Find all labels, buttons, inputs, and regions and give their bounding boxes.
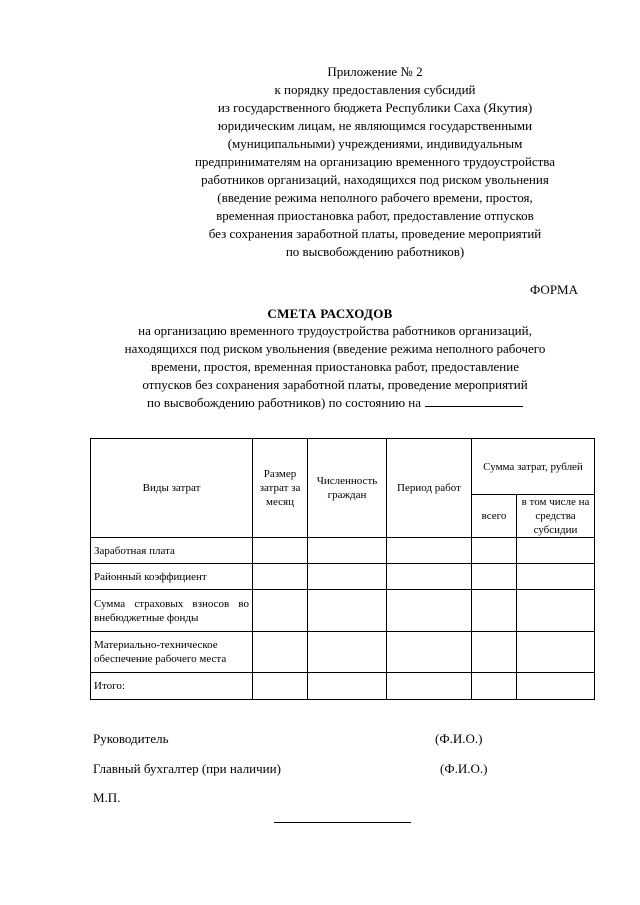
stamp-label: М.П. xyxy=(93,790,121,805)
document-subtitle xyxy=(40,322,630,412)
row-label-total: Итого: xyxy=(91,673,253,700)
form-label: ФОРМА xyxy=(530,282,578,297)
table-row xyxy=(91,538,595,564)
table-cell[interactable] xyxy=(517,632,595,673)
header-line: Приложение № 2 xyxy=(327,64,423,79)
date-blank-field[interactable] xyxy=(425,394,523,407)
table-cell[interactable] xyxy=(308,564,387,590)
header-line: без сохранения заработной платы, проведение мероприятий xyxy=(208,226,542,241)
table-cell[interactable] xyxy=(253,632,308,673)
header-citizens-count: Численность граждан xyxy=(308,439,387,538)
table-cell[interactable] xyxy=(308,673,387,700)
header-line: временная приостановка работ, предоставление отпусков xyxy=(216,208,534,223)
head-label: Руководитель xyxy=(93,731,169,746)
header-line: (муниципальными) учреждениями, индивидуальным xyxy=(227,136,523,151)
table-cell[interactable] xyxy=(387,590,472,632)
table-cell[interactable] xyxy=(387,538,472,564)
subtitle-last-text: по высвобождению работников) по состоянию на xyxy=(146,395,422,410)
table-cell[interactable] xyxy=(253,564,308,590)
header-line: (введение режима неполного рабочего времени, простоя, xyxy=(217,190,533,205)
header-line: работников организаций, находящихся под риском увольнения xyxy=(201,172,549,187)
table-cell[interactable] xyxy=(472,673,517,700)
accountant-label: Главный бухгалтер (при наличии) xyxy=(93,761,281,776)
table-cell[interactable] xyxy=(472,590,517,632)
header-total-sum: Сумма затрат, рублей xyxy=(472,439,595,495)
header-line: по высвобождению работников) xyxy=(285,244,465,259)
head-fio-label: (Ф.И.О.) xyxy=(435,731,483,746)
table-row xyxy=(91,632,595,673)
table-row-total xyxy=(91,673,595,700)
signature-line[interactable] xyxy=(274,822,411,823)
header-line: из государственного бюджета Республики Саха (Якутия) xyxy=(217,100,533,115)
table-cell[interactable] xyxy=(253,590,308,632)
subtitle-line-last xyxy=(40,394,630,412)
table-cell[interactable] xyxy=(253,673,308,700)
table-cell[interactable] xyxy=(253,538,308,564)
subtitle-line: времени, простоя, временная приостановка работ, предоставление xyxy=(151,359,519,374)
table-cell[interactable] xyxy=(472,564,517,590)
appendix-header xyxy=(140,63,610,261)
header-cost-types: Виды затрат xyxy=(91,439,253,538)
row-label: Материально-техническое обеспечение рабочего места xyxy=(91,632,253,673)
header-monthly-cost: Размер затрат за месяц xyxy=(253,439,308,538)
table-cell[interactable] xyxy=(517,538,595,564)
subtitle-line: находящихся под риском увольнения (введение режима неполного рабочего xyxy=(124,341,546,356)
row-label: Районный коэффициент xyxy=(91,564,253,590)
table-row xyxy=(91,564,595,590)
table-cell[interactable] xyxy=(517,590,595,632)
table-cell[interactable] xyxy=(472,632,517,673)
table-cell[interactable] xyxy=(517,673,595,700)
row-label: Заработная плата xyxy=(91,538,253,564)
header-work-period: Период работ xyxy=(387,439,472,538)
header-line: к порядку предоставления субсидий xyxy=(274,82,476,97)
table-cell[interactable] xyxy=(387,564,472,590)
accountant-fio-label: (Ф.И.О.) xyxy=(440,761,488,776)
header-sum-total: всего xyxy=(472,495,517,538)
table-cell[interactable] xyxy=(308,590,387,632)
subtitle-line: на организацию временного трудоустройства работников организаций, xyxy=(138,323,532,338)
header-sum-subsidy: в том числе на средства субсидии xyxy=(517,495,595,538)
table-cell[interactable] xyxy=(387,673,472,700)
table-cell[interactable] xyxy=(308,632,387,673)
table-cell[interactable] xyxy=(308,538,387,564)
header-line: юридическим лицам, не являющимся государственными xyxy=(217,118,533,133)
header-line: предпринимателям на организацию временного трудоустройства xyxy=(194,154,556,169)
expense-table xyxy=(90,438,595,700)
document-title: СМЕТА РАСХОДОВ xyxy=(267,306,393,321)
row-label: Сумма страховых взносов во внебюджетные фонды xyxy=(91,590,253,632)
table-cell[interactable] xyxy=(517,564,595,590)
table-cell[interactable] xyxy=(387,632,472,673)
subtitle-line: отпусков без сохранения заработной платы, проведение мероприятий xyxy=(142,377,528,392)
table-row xyxy=(91,590,595,632)
table-cell[interactable] xyxy=(472,538,517,564)
